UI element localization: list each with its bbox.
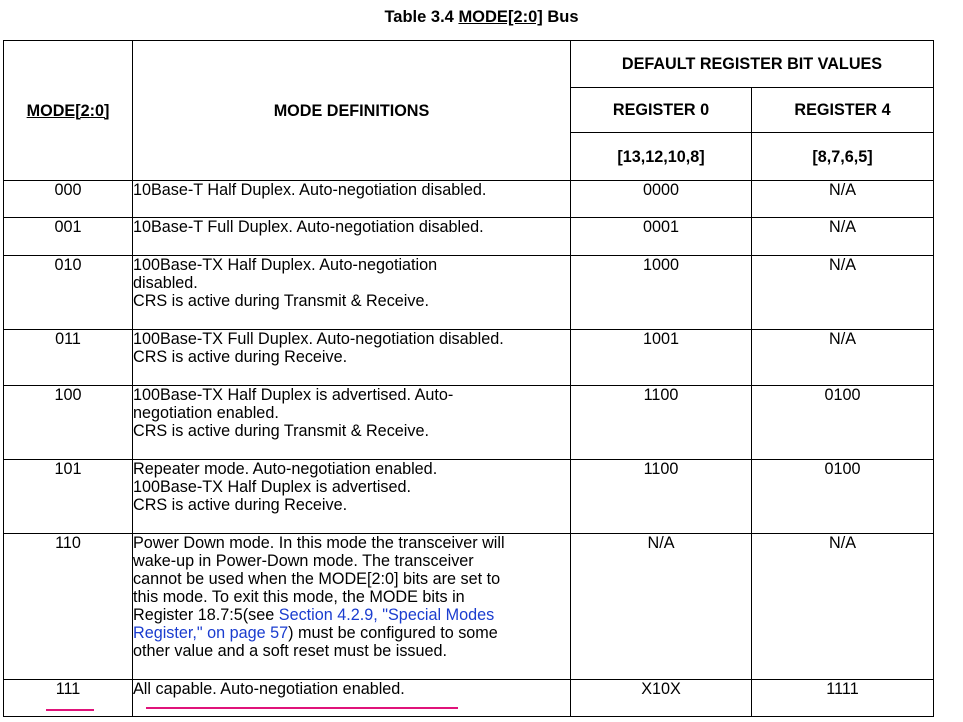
definition-line: cannot be used when the MODE[2:0] bits are set to bbox=[133, 570, 501, 588]
register4-cell: N/A bbox=[752, 330, 934, 386]
table-row bbox=[4, 256, 934, 330]
header-register0: REGISTER 0 bbox=[571, 88, 752, 133]
definition-line bbox=[133, 606, 570, 624]
header-register4-bits: [8,7,6,5] bbox=[752, 133, 934, 181]
table-row bbox=[4, 181, 934, 218]
section-link[interactable]: Section 4.2.9, "Special Modes bbox=[278, 606, 495, 624]
definition-cell bbox=[133, 386, 571, 460]
definition-cell bbox=[133, 218, 571, 256]
register4-cell: 0100 bbox=[752, 460, 934, 534]
register4-cell: 1111 bbox=[752, 680, 934, 717]
register0-cell: 0001 bbox=[571, 218, 752, 256]
caption-prefix: Table 3.4 bbox=[384, 8, 454, 26]
definition-cell bbox=[133, 181, 571, 218]
definition-cell bbox=[133, 534, 571, 680]
table-row bbox=[4, 680, 934, 717]
definition-line: 100Base-TX Half Duplex. Auto-negotiation bbox=[133, 256, 438, 274]
register4-cell: N/A bbox=[752, 181, 934, 218]
table-row bbox=[4, 218, 934, 256]
register0-cell: 0000 bbox=[571, 181, 752, 218]
definition-line bbox=[133, 624, 570, 642]
caption-suffix: Bus bbox=[547, 8, 579, 26]
mode-cell: 010 bbox=[4, 256, 133, 330]
mode-table bbox=[3, 40, 934, 717]
definition-cell bbox=[133, 680, 571, 717]
highlight-underline-definition bbox=[146, 707, 458, 709]
definition-line: 100Base-TX Half Duplex is advertised. bbox=[133, 478, 412, 496]
definition-line: wake-up in Power-Down mode. The transceiver bbox=[133, 552, 474, 570]
mode-cell: 100 bbox=[4, 386, 133, 460]
register4-cell: N/A bbox=[752, 218, 934, 256]
definition-line: CRS is active during Transmit & Receive. bbox=[133, 292, 429, 310]
table-caption bbox=[0, 8, 963, 27]
mode-cell: 011 bbox=[4, 330, 133, 386]
table-row bbox=[4, 386, 934, 460]
table-row bbox=[4, 330, 934, 386]
header-register0-bits: [13,12,10,8] bbox=[571, 133, 752, 181]
definition-line: this mode. To exit this mode, the MODE bits in bbox=[133, 588, 465, 606]
definition-line: CRS is active during Receive. bbox=[133, 496, 348, 514]
definition-line: 10Base-T Full Duplex. Auto-negotiation disabled. bbox=[133, 218, 484, 236]
definition-line: disabled. bbox=[133, 274, 198, 292]
mode-cell: 110 bbox=[4, 534, 133, 680]
definition-cell bbox=[133, 330, 571, 386]
caption-mode: MODE[2:0] bbox=[458, 8, 543, 26]
header-default-values: DEFAULT REGISTER BIT VALUES bbox=[571, 41, 934, 88]
header-definitions: MODE DEFINITIONS bbox=[133, 41, 571, 181]
register0-cell: 1100 bbox=[571, 386, 752, 460]
mode-cell: 001 bbox=[4, 218, 133, 256]
register4-cell: N/A bbox=[752, 256, 934, 330]
register0-cell: 1001 bbox=[571, 330, 752, 386]
definition-line: CRS is active during Transmit & Receive. bbox=[133, 422, 429, 440]
table-row bbox=[4, 534, 934, 680]
definition-cell bbox=[133, 256, 571, 330]
definition-text: ) must be configured to some bbox=[288, 624, 498, 642]
register0-cell: 1000 bbox=[571, 256, 752, 330]
highlight-underline-mode bbox=[46, 709, 94, 711]
definition-line: other value and a soft reset must be issued. bbox=[133, 642, 448, 660]
definition-line: 10Base-T Half Duplex. Auto-negotiation disabled. bbox=[133, 181, 487, 199]
definition-cell bbox=[133, 460, 571, 534]
definition-line: All capable. Auto-negotiation enabled. bbox=[133, 680, 405, 698]
register0-cell: 1100 bbox=[571, 460, 752, 534]
definition-line: Repeater mode. Auto-negotiation enabled. bbox=[133, 460, 438, 478]
definition-line: 100Base-TX Full Duplex. Auto-negotiation disabled. bbox=[133, 330, 504, 348]
definition-line: Power Down mode. In this mode the transceiver will bbox=[133, 534, 505, 552]
section-link-continued[interactable]: Register," on page 57 bbox=[133, 624, 289, 642]
header-register4: REGISTER 4 bbox=[752, 88, 934, 133]
mode-cell: 111 bbox=[4, 680, 133, 717]
register0-cell: N/A bbox=[571, 534, 752, 680]
table-row bbox=[4, 460, 934, 534]
register4-cell: N/A bbox=[752, 534, 934, 680]
definition-line: negotiation enabled. bbox=[133, 404, 279, 422]
register4-cell: 0100 bbox=[752, 386, 934, 460]
definition-line: 100Base-TX Half Duplex is advertised. Auto- bbox=[133, 386, 454, 404]
header-mode: MODE[2:0] bbox=[4, 41, 133, 181]
definition-text: Register 18.7:5(see bbox=[133, 606, 279, 624]
register0-cell: X10X bbox=[571, 680, 752, 717]
definition-line: CRS is active during Receive. bbox=[133, 348, 348, 366]
mode-cell: 101 bbox=[4, 460, 133, 534]
mode-cell: 000 bbox=[4, 181, 133, 218]
